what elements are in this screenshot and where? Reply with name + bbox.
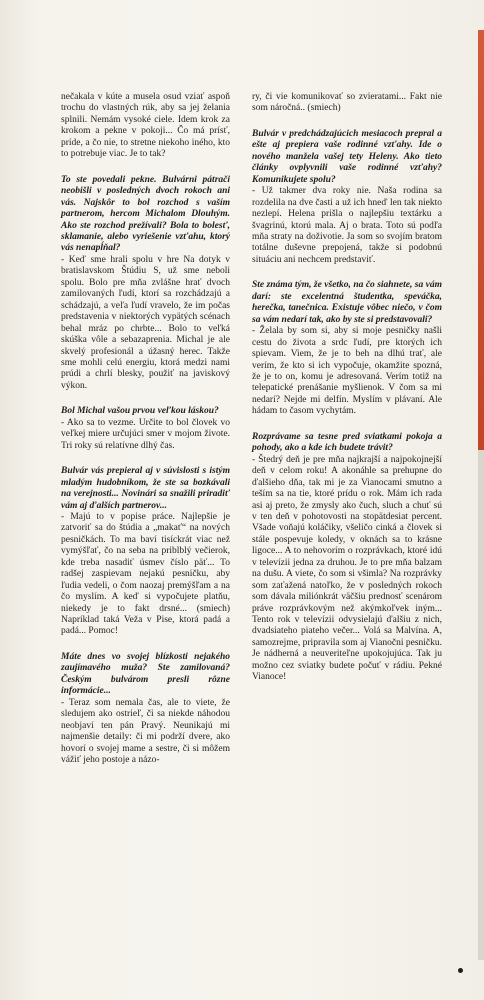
interview-question: Máte dnes vo svojej blízkosti nejakého zaujímavého muža? Ste zamilovaná? Českým bulvárom presli rôzne informácie... <box>61 651 230 697</box>
interview-question: Bulvár v predchádzajúcich mesiacoch prepral a ešte aj prepiera vaše rodinné vzťahy. Ide o nového manžela vašej tety Heleny. Ako tieto články ovplyvnili vaše rodinné vzťahy? Komunikujete spolu? <box>252 128 442 185</box>
page-edge-shadow <box>478 450 484 960</box>
interview-question: To ste povedali pekne. Bulvárni pátrači neobišli v posledných dvoch rokoch ani vás. Najskôr to bol rozchod s vaším partnerom, hercom Michalom Dlouhým. Ako ste rozchod prežívali? Bola to bolesť, sklamanie, alebo vyriešenie vzťahu, ktorý vás nenapĺňal? <box>61 174 230 254</box>
interview-answer: - Želala by som si, aby si moje pesničky našli cestu do života a srdc ľudí, pre ktorých ich spievam. Viem, že je to beh na dlhú trať, ale verím, že kto si ich vypočuje, okamžite spozná, že je to on, komu je adresovaná. Verím totiž na telepatické prenášanie myšlienok. V čom sa mi nedarí? Nejde mi delfín. Myslím v plávaní. Ale hádam to časom vychytám. <box>252 326 442 417</box>
end-of-article-bullet-icon <box>458 968 463 973</box>
interview-answer: - Teraz som nemala čas, ale to viete, že sledujem ako ostrieľ, či sa niekde náhodou neobjaví ten pán Pravý. Neunikajú mi najmenšie detaily: či mi podrží dvere, ako hovorí o svojej mame a sestre, či si môžem vážiť jeho postoje a názo- <box>61 697 230 766</box>
interview-question: Ste známa tým, že všetko, na čo siahnete, sa vám darí: ste excelentná študentka, speváčka, herečka, tanečnica. Existuje vôbec niečo, v čom sa vám nedarí tak, ako by ste si predstavovali? <box>252 280 442 325</box>
interview-question: Bulvár vás prepieral aj v súvislosti s istým mladým hudobníkom, že ste sa bozkávali na verejnosti... Novinári sa snažili priradiť vám aj ďalších partnerov... <box>61 466 230 511</box>
interview-answer: - Keď sme hrali spolu v hre Na dotyk v bratislavskom Štúdiu S, už sme neboli spolu. Bolo pre mňa zvlášne hrať dvoch zamilovaných ľudí, ktorí sa rozchádzajú a schádzajú, a veľa ľudí vravelo, že im počas predstavenia v niektorých vypätých scénach behal mráz po chrbte... Bolo to veľká skúška vôle a sebazaprenia. Michal je ale skvelý profesionál a úžasný herec. Takže sme mohli celú energiu, ktorá medzi nami prúdi a chrlí blesky, použiť na javiskový výkon. <box>61 254 230 391</box>
page-edge-red-tab <box>478 30 484 450</box>
interview-answer: - Štedrý deň je pre mňa najkrajší a najpokojnejší deň v celom roku! A akonáhle sa prehupne do ďalšieho dňa, tak mi je za Vianocami smutno a teším sa na tie, ktoré prídu o rok. Mám ich rada asi aj preto, že zmysly ako čuch, sluch a chuť sú v ten deň v pohotovosti na stopätdesiat percent. Všade voňajú koláčiky, všeličo cinká a človek si stále pospevuje koledy, v oknách sa to krásne ligoce... A to nehovorím o rozprávkach, ktoré idú v televízii jedna za druhou. Je to pre mňa balzam na dušu. A viete, čo som si všimla? Na rozprávky som zaťažená natoľko, že v posledných rokoch som dávala miliónkrát väčšiu prednosť scenárom práve rozprávkovým než akýmkoľvek iným... Tento rok v televízii odvysielajú ďalšiu z nich, dvadsiateho piateho večer... Volá sa Malvína. A, samozrejme, pripravila som aj Vianočni pesničku. Je nádherná a neuveriteľne upokojujúca. Tak ju možno cez sviatky budete počuť v rádiu. Pekné Vianoce! <box>252 454 442 683</box>
interview-question: Rozprávame sa tesne pred sviatkami pokoja a pohody, ako a kde ich budete trávit? <box>252 431 442 454</box>
paragraph: nečakala v kúte a musela osud vziať aspoň trochu do vlastných rúk, aby sa jej želania splnili. Nemám vysoké ciele. Idem krok za krokom a pekne v pokoji... Čo má prísť, príde, a čo nie, to stretne niekoho iného, kto to potrebuje viac. Je to tak? <box>61 92 230 160</box>
right-text-column <box>252 92 442 684</box>
interview-answer: - Ako sa to vezme. Určite to bol človek vo veľkej miere určujúci smer v mojom živote. Tri roky sú relatívne dlhý čas. <box>61 417 230 451</box>
interview-answer: - Už takmer dva roky nie. Naša rodina sa rozdelila na dve časti a už ich hneď len tak niekto nezlepí. Helena prišla o najlepšiu textárku a švagrinú, ktorú mala. Aj o brata. Toto sú podľa mňa straty na doživotie. Ja som so svojím bratom totálne duševne prepojená, takže si podobnú situáciu ani nechcem predstaviť. <box>252 186 442 265</box>
left-text-column <box>61 92 230 766</box>
interview-answer: - Majú to v popise práce. Najlepšie je zatvoriť sa do štúdia a „makať“ na nových pesničkách. To ma baví tisíckrát viac než vymýšľať, čo na seba na priblblý večierok, kde treba nasadiť úsmev číslo päť... To radšej zaspievam nejakú pesničku, aby ľudia vedeli, o čom naozaj premýšľam a na čo myslím. A keď si vypočujete platňu, niekedy je to fakt drsné... (smiech) Napríklad taká Veža v Pise, ktorá padá a padá... Pomoc! <box>61 511 230 637</box>
interview-question: Bol Michal vašou prvou veľkou láskou? <box>61 406 219 417</box>
paragraph: ry, či vie komunikovať so zvieratami... Fakt nie som náročná.. (smiech) <box>252 92 442 114</box>
